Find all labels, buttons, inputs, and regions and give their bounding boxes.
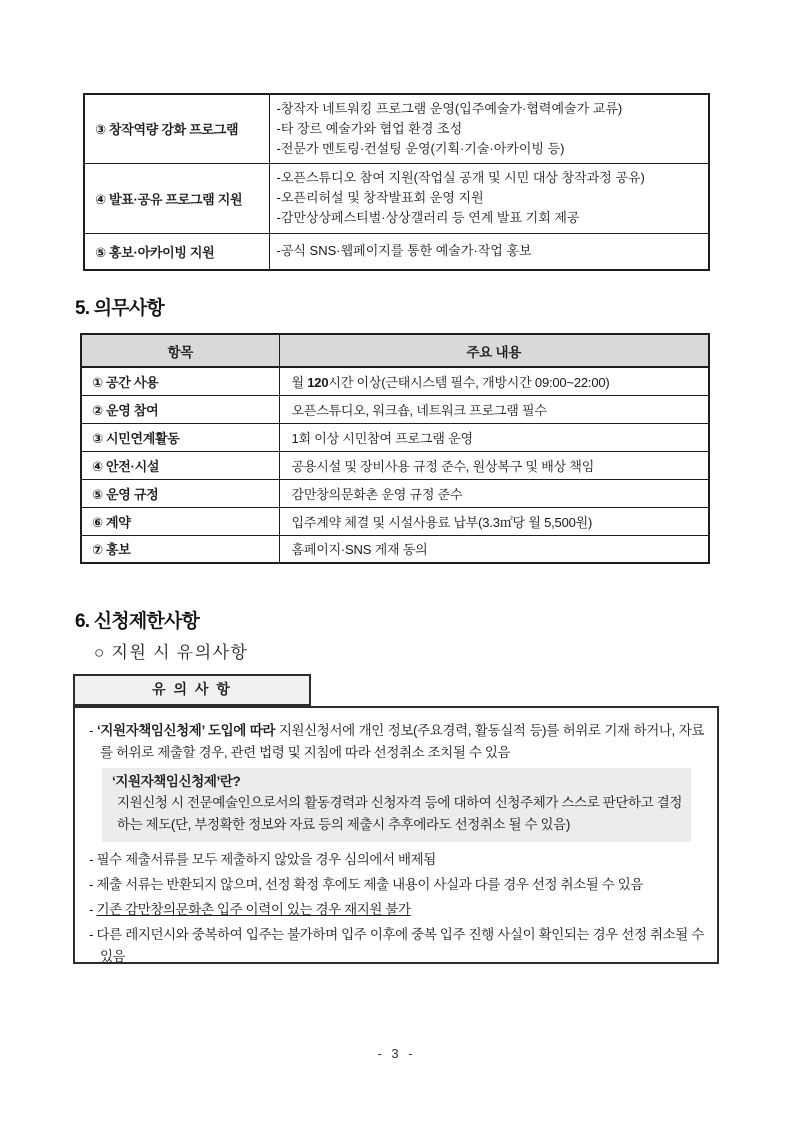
table-row	[81, 423, 709, 451]
section-6-subtitle: ○ 지원 시 유의사항	[94, 643, 249, 662]
table-row	[81, 479, 709, 507]
duty-row-label: ⑥ 계약	[81, 507, 279, 535]
content-line: -창작자 네트워킹 프로그램 운영(입주예술가·협력예술가 교류)	[276, 100, 623, 116]
table-row	[81, 395, 709, 423]
column-header-item: 항목	[81, 334, 279, 367]
duty-row-content: 입주계약 체결 및 시설사용료 납부(3.3㎡당 월 5,500원)	[279, 507, 709, 535]
table-row	[81, 535, 709, 563]
program-row-label: ⑤ 홍보·아카이빙 지원	[84, 233, 269, 270]
duty-row-content: 감만창의문화촌 운영 규정 준수	[279, 479, 709, 507]
content-line: -타 장르 예술가와 협업 환경 조성	[276, 120, 463, 136]
table-row	[81, 507, 709, 535]
duty-table	[80, 333, 710, 564]
section-5-heading: 5. 의무사항	[75, 298, 164, 319]
table-row	[84, 233, 709, 270]
info-box-title: ‘지원자책임신청제’란?	[112, 774, 241, 789]
content-line: -전문가 멘토링·컨설팅 운영(기획·기술·아카이빙 등)	[276, 140, 565, 156]
table-row	[81, 451, 709, 479]
bullet-marker: -	[89, 723, 97, 738]
notice-tab-label: 유 의 사 항	[73, 674, 311, 706]
content-line: -감만상상페스티벌·상상갤러리 등 연계 발표 기회 제공	[276, 210, 580, 225]
bullet-text: 제출 서류는 반환되지 않으며, 선정 확정 후에도 제출 내용이 사실과 다를 경우 선정 취소될 수 있음	[96, 877, 644, 892]
section-6-heading: 6. 신청제한사항	[75, 611, 200, 632]
program-row-content	[269, 233, 709, 270]
page-number: - 3 -	[377, 1046, 416, 1061]
duty-row-content	[279, 367, 709, 395]
duty-row-content: 공용시설 및 장비사용 규정 준수, 원상복구 및 배상 책임	[279, 451, 709, 479]
info-highlight-box	[102, 768, 691, 842]
content-text: 월	[291, 374, 308, 390]
program-support-table	[83, 93, 710, 271]
duty-row-label: ③ 시민연계활동	[81, 423, 279, 451]
duty-row-label: ⑦ 홍보	[81, 535, 279, 563]
duty-row-label: ② 운영 참여	[81, 395, 279, 423]
duty-row-label: ① 공간 사용	[81, 367, 279, 395]
duty-row-label: ④ 안전·시설	[81, 451, 279, 479]
program-row-label: ③ 창작역량 강화 프로그램	[84, 94, 269, 163]
program-row-label: ④ 발표·공유 프로그램 지원	[84, 163, 269, 233]
content-bold-text: 120	[307, 374, 329, 390]
bullet-marker: -	[89, 902, 97, 917]
table-row	[81, 367, 709, 395]
content-line: -오픈스튜디오 참여 지원(작업실 공개 및 시민 대상 창작과정 공유)	[276, 170, 645, 185]
column-header-content: 주요 내용	[279, 334, 709, 367]
bullet-text-underlined: 기존 감만창의문화촌 입주 이력이 있는 경우 재지원 불가	[96, 902, 411, 917]
duty-row-content: 홈페이지·SNS 게재 동의	[279, 535, 709, 563]
notice-bullet	[89, 924, 704, 968]
content-line: -공식 SNS·웹페이지를 통한 예술가·작업 홍보	[276, 243, 532, 259]
content-text: 시간 이상(근태시스템 필수, 개방시간 09:00~22:00)	[328, 374, 610, 390]
bullet-marker: -	[89, 927, 97, 942]
table-row	[84, 94, 709, 163]
notice-box	[73, 706, 719, 964]
table-row	[84, 163, 709, 233]
bullet-text: 다른 레지던시와 중복하여 입주는 불가하며 입주 이후에 중복 입주 진행 사실이 확인되는 경우 선정 취소될 수 있음	[96, 927, 704, 964]
notice-bullet	[89, 874, 704, 896]
notice-bullet	[89, 720, 704, 764]
table-header-row	[81, 334, 709, 367]
bullet-text: 지원신청서에 개인 정보(주요경력, 활동실적 등)를 허위로 기재 하거나, 자료를 허위로 제출할 경우, 관련 법령 및 지침에 따라 선정취소 조치될 수 있음	[100, 723, 704, 760]
notice-bullet	[89, 849, 704, 871]
bullet-marker: -	[89, 877, 97, 892]
info-box-body: 지원신청 시 전문예술인으로서의 활동경력과 신청자격 등에 대하여 신청주체가 스스로 판단하고 결정하는 제도(단, 부정확한 정보와 자료 등의 제출시 추후에라도 선정취소 될 수 있음)	[117, 795, 682, 832]
duty-row-content: 오픈스튜디오, 워크숍, 네트워크 프로그램 필수	[279, 395, 709, 423]
bullet-marker: -	[89, 852, 97, 867]
program-row-content	[269, 163, 709, 233]
notice-bullet	[89, 899, 704, 921]
content-line: -오픈리허설 및 창작발표회 운영 지원	[276, 190, 484, 205]
bullet-bold-text: ‘지원자책임신청제’ 도입에 따라	[96, 723, 276, 738]
bullet-text: 필수 제출서류를 모두 제출하지 않았을 경우 심의에서 배제됨	[96, 852, 436, 867]
duty-row-content: 1회 이상 시민참여 프로그램 운영	[279, 423, 709, 451]
program-row-content	[269, 94, 709, 163]
duty-row-label: ⑤ 운영 규정	[81, 479, 279, 507]
